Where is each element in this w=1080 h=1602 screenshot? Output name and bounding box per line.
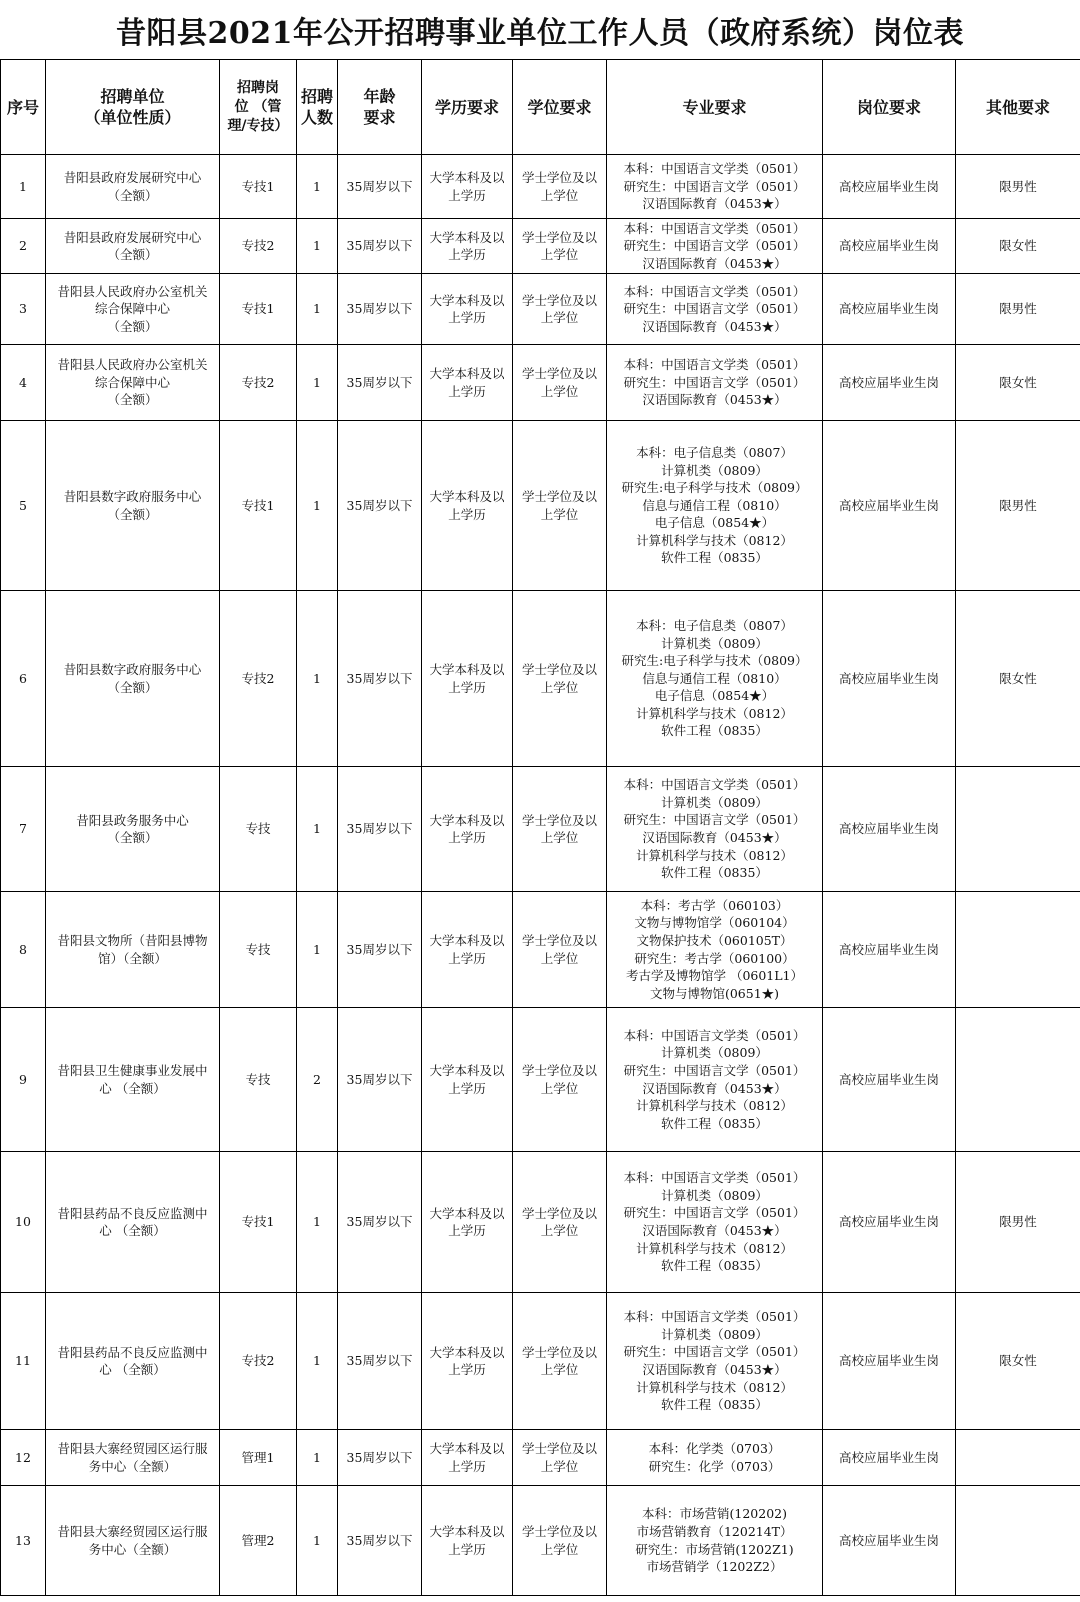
cell-age: 35周岁以下: [338, 274, 422, 345]
cell-post-requirement: 高校应届毕业生岗: [823, 219, 956, 274]
cell-post-type: 专技: [220, 892, 297, 1008]
cell-count: 1: [297, 1430, 338, 1486]
cell-index: 5: [1, 421, 46, 591]
cell-age: 35周岁以下: [338, 591, 422, 767]
cell-index: 8: [1, 892, 46, 1008]
cell-unit: 昔阳县人民政府办公室机关 综合保障中心 （全额）: [46, 274, 220, 345]
cell-unit: 昔阳县大寨经贸园区运行服 务中心（全额）: [46, 1486, 220, 1596]
cell-education: 大学本科及以 上学历: [422, 274, 513, 345]
cell-degree: 学士学位及以 上学位: [513, 591, 607, 767]
table-row: [1, 1293, 1080, 1430]
cell-degree: 学士学位及以 上学位: [513, 421, 607, 591]
cell-post-requirement: 高校应届毕业生岗: [823, 421, 956, 591]
cell-education: 大学本科及以 上学历: [422, 421, 513, 591]
header-age: 年龄 要求: [338, 60, 422, 155]
cell-education: 大学本科及以 上学历: [422, 1008, 513, 1152]
cell-count: 1: [297, 892, 338, 1008]
cell-degree: 学士学位及以 上学位: [513, 345, 607, 421]
cell-major: 本科：市场营销(120202) 市场营销教育（120214T） 研究生：市场营销(1202Z1) 市场营销学（1202Z2）: [607, 1486, 823, 1596]
cell-post-requirement: 高校应届毕业生岗: [823, 155, 956, 219]
cell-post-requirement: 高校应届毕业生岗: [823, 274, 956, 345]
cell-degree: 学士学位及以 上学位: [513, 1293, 607, 1430]
cell-post-requirement: 高校应届毕业生岗: [823, 591, 956, 767]
cell-major: 本科：中国语言文学类（0501） 计算机类（0809） 研究生：中国语言文学（0501） 汉语国际教育（0453★） 计算机科学与技术（0812） 软件工程（0835）: [607, 1293, 823, 1430]
cell-other: [956, 767, 1080, 892]
cell-post-type: 专技2: [220, 591, 297, 767]
cell-major: 本科：中国语言文学类（0501） 计算机类（0809） 研究生：中国语言文学（0501） 汉语国际教育（0453★） 计算机科学与技术（0812） 软件工程（0835）: [607, 767, 823, 892]
cell-index: 1: [1, 155, 46, 219]
cell-count: 1: [297, 274, 338, 345]
cell-degree: 学士学位及以 上学位: [513, 1430, 607, 1486]
cell-degree: 学士学位及以 上学位: [513, 1008, 607, 1152]
cell-major: 本科：电子信息类（0807） 计算机类（0809） 研究生:电子科学与技术（0809） 信息与通信工程（0810） 电子信息（0854★） 计算机科学与技术（0812） 软件工程（0835）: [607, 591, 823, 767]
cell-unit: 昔阳县卫生健康事业发展中 心 （全额）: [46, 1008, 220, 1152]
cell-degree: 学士学位及以 上学位: [513, 892, 607, 1008]
cell-count: 1: [297, 591, 338, 767]
cell-age: 35周岁以下: [338, 767, 422, 892]
header-degree: 学位要求: [513, 60, 607, 155]
cell-education: 大学本科及以 上学历: [422, 345, 513, 421]
table-row: [1, 1008, 1080, 1152]
cell-index: 12: [1, 1430, 46, 1486]
cell-other: [956, 1430, 1080, 1486]
cell-age: 35周岁以下: [338, 1486, 422, 1596]
cell-index: 2: [1, 219, 46, 274]
cell-other: 限女性: [956, 1293, 1080, 1430]
cell-post-requirement: 高校应届毕业生岗: [823, 892, 956, 1008]
cell-major: 本科：中国语言文学类（0501） 研究生：中国语言文学（0501） 汉语国际教育（0453★）: [607, 155, 823, 219]
cell-post-type: 专技1: [220, 274, 297, 345]
cell-index: 11: [1, 1293, 46, 1430]
cell-post-type: 专技1: [220, 155, 297, 219]
cell-degree: 学士学位及以 上学位: [513, 219, 607, 274]
cell-education: 大学本科及以 上学历: [422, 1430, 513, 1486]
header-count: 招聘 人数: [297, 60, 338, 155]
cell-unit: 昔阳县大寨经贸园区运行服 务中心（全额）: [46, 1430, 220, 1486]
header-unit: 招聘单位 （单位性质）: [46, 60, 220, 155]
cell-education: 大学本科及以 上学历: [422, 155, 513, 219]
cell-index: 13: [1, 1486, 46, 1596]
table-row: [1, 345, 1080, 421]
cell-degree: 学士学位及以 上学位: [513, 1152, 607, 1293]
cell-post-type: 专技2: [220, 345, 297, 421]
cell-age: 35周岁以下: [338, 155, 422, 219]
cell-other: [956, 1008, 1080, 1152]
cell-age: 35周岁以下: [338, 1008, 422, 1152]
cell-post-requirement: 高校应届毕业生岗: [823, 345, 956, 421]
cell-degree: 学士学位及以 上学位: [513, 767, 607, 892]
header-post-requirement: 岗位要求: [823, 60, 956, 155]
cell-post-requirement: 高校应届毕业生岗: [823, 1430, 956, 1486]
cell-unit: 昔阳县药品不良反应监测中 心 （全额）: [46, 1152, 220, 1293]
cell-major: 本科：中国语言文学类（0501） 研究生：中国语言文学（0501） 汉语国际教育（0453★）: [607, 219, 823, 274]
cell-index: 6: [1, 591, 46, 767]
cell-major: 本科：中国语言文学类（0501） 研究生：中国语言文学（0501） 汉语国际教育（0453★）: [607, 274, 823, 345]
cell-major: 本科：考古学（060103） 文物与博物馆学（060104） 文物保护技术（060105T） 研究生：考古学（060100） 考古学及博物馆学 （0601L1） 文物与博物馆(0651★): [607, 892, 823, 1008]
cell-index: 4: [1, 345, 46, 421]
cell-post-type: 管理1: [220, 1430, 297, 1486]
cell-post-type: 专技2: [220, 1293, 297, 1430]
cell-count: 1: [297, 1293, 338, 1430]
header-post-type: 招聘岗 位 （管 理/专技）: [220, 60, 297, 155]
cell-unit: 昔阳县文物所（昔阳县博物 馆）（全额）: [46, 892, 220, 1008]
cell-major: 本科：化学类（0703） 研究生：化学（0703）: [607, 1430, 823, 1486]
cell-count: 1: [297, 155, 338, 219]
table-row: [1, 421, 1080, 591]
cell-other: 限女性: [956, 591, 1080, 767]
cell-unit: 昔阳县药品不良反应监测中 心 （全额）: [46, 1293, 220, 1430]
cell-other: [956, 1486, 1080, 1596]
title-bar: [0, 0, 1080, 60]
cell-unit: 昔阳县人民政府办公室机关 综合保障中心 （全额）: [46, 345, 220, 421]
cell-other: 限男性: [956, 155, 1080, 219]
cell-count: 1: [297, 219, 338, 274]
positions-table: [0, 59, 1080, 1596]
table-row: [1, 1152, 1080, 1293]
cell-age: 35周岁以下: [338, 892, 422, 1008]
cell-other: 限男性: [956, 1152, 1080, 1293]
cell-post-type: 专技2: [220, 219, 297, 274]
header-index: 序号: [1, 60, 46, 155]
table-row: [1, 1430, 1080, 1486]
cell-education: 大学本科及以 上学历: [422, 1152, 513, 1293]
cell-count: 2: [297, 1008, 338, 1152]
table-row: [1, 1486, 1080, 1596]
cell-index: 9: [1, 1008, 46, 1152]
cell-index: 7: [1, 767, 46, 892]
cell-post-requirement: 高校应届毕业生岗: [823, 767, 956, 892]
cell-degree: 学士学位及以 上学位: [513, 155, 607, 219]
cell-major: 本科：中国语言文学类（0501） 研究生：中国语言文学（0501） 汉语国际教育（0453★）: [607, 345, 823, 421]
cell-unit: 昔阳县数字政府服务中心 （全额）: [46, 591, 220, 767]
table-row: [1, 767, 1080, 892]
header-education: 学历要求: [422, 60, 513, 155]
cell-education: 大学本科及以 上学历: [422, 892, 513, 1008]
cell-count: 1: [297, 1486, 338, 1596]
cell-unit: 昔阳县政府发展研究中心 （全额）: [46, 155, 220, 219]
cell-post-type: 专技: [220, 767, 297, 892]
cell-education: 大学本科及以 上学历: [422, 219, 513, 274]
table-row: [1, 274, 1080, 345]
table-row: [1, 591, 1080, 767]
header-row: [1, 60, 1080, 155]
cell-major: 本科：中国语言文学类（0501） 计算机类（0809） 研究生：中国语言文学（0501） 汉语国际教育（0453★） 计算机科学与技术（0812） 软件工程（0835）: [607, 1008, 823, 1152]
table-body: [1, 155, 1080, 1596]
cell-count: 1: [297, 1152, 338, 1293]
header-major: 专业要求: [607, 60, 823, 155]
cell-education: 大学本科及以 上学历: [422, 767, 513, 892]
cell-count: 1: [297, 345, 338, 421]
cell-other: [956, 892, 1080, 1008]
cell-education: 大学本科及以 上学历: [422, 1486, 513, 1596]
cell-other: 限男性: [956, 421, 1080, 591]
cell-other: 限男性: [956, 274, 1080, 345]
cell-unit: 昔阳县政务服务中心 （全额）: [46, 767, 220, 892]
cell-age: 35周岁以下: [338, 1152, 422, 1293]
cell-count: 1: [297, 421, 338, 591]
cell-post-requirement: 高校应届毕业生岗: [823, 1293, 956, 1430]
cell-post-type: 专技1: [220, 421, 297, 591]
cell-count: 1: [297, 767, 338, 892]
cell-age: 35周岁以下: [338, 1293, 422, 1430]
cell-major: 本科：电子信息类（0807） 计算机类（0809） 研究生:电子科学与技术（0809） 信息与通信工程（0810） 电子信息（0854★） 计算机科学与技术（0812） 软件工程（0835）: [607, 421, 823, 591]
table-row: [1, 155, 1080, 219]
page-title: 昔阳县2021年公开招聘事业单位工作人员（政府系统）岗位表: [116, 15, 964, 51]
cell-other: 限女性: [956, 345, 1080, 421]
cell-age: 35周岁以下: [338, 1430, 422, 1486]
cell-other: 限女性: [956, 219, 1080, 274]
cell-post-requirement: 高校应届毕业生岗: [823, 1008, 956, 1152]
table-row: [1, 892, 1080, 1008]
cell-major: 本科：中国语言文学类（0501） 计算机类（0809） 研究生：中国语言文学（0501） 汉语国际教育（0453★） 计算机科学与技术（0812） 软件工程（0835）: [607, 1152, 823, 1293]
cell-age: 35周岁以下: [338, 345, 422, 421]
cell-unit: 昔阳县数字政府服务中心 （全额）: [46, 421, 220, 591]
cell-education: 大学本科及以 上学历: [422, 1293, 513, 1430]
cell-age: 35周岁以下: [338, 219, 422, 274]
cell-post-type: 专技1: [220, 1152, 297, 1293]
cell-index: 3: [1, 274, 46, 345]
cell-post-type: 专技: [220, 1008, 297, 1152]
cell-post-type: 管理2: [220, 1486, 297, 1596]
cell-post-requirement: 高校应届毕业生岗: [823, 1152, 956, 1293]
cell-unit: 昔阳县政府发展研究中心 （全额）: [46, 219, 220, 274]
table-row: [1, 219, 1080, 274]
cell-education: 大学本科及以 上学历: [422, 591, 513, 767]
cell-degree: 学士学位及以 上学位: [513, 1486, 607, 1596]
cell-index: 10: [1, 1152, 46, 1293]
header-other: 其他要求: [956, 60, 1080, 155]
cell-post-requirement: 高校应届毕业生岗: [823, 1486, 956, 1596]
cell-degree: 学士学位及以 上学位: [513, 274, 607, 345]
cell-age: 35周岁以下: [338, 421, 422, 591]
